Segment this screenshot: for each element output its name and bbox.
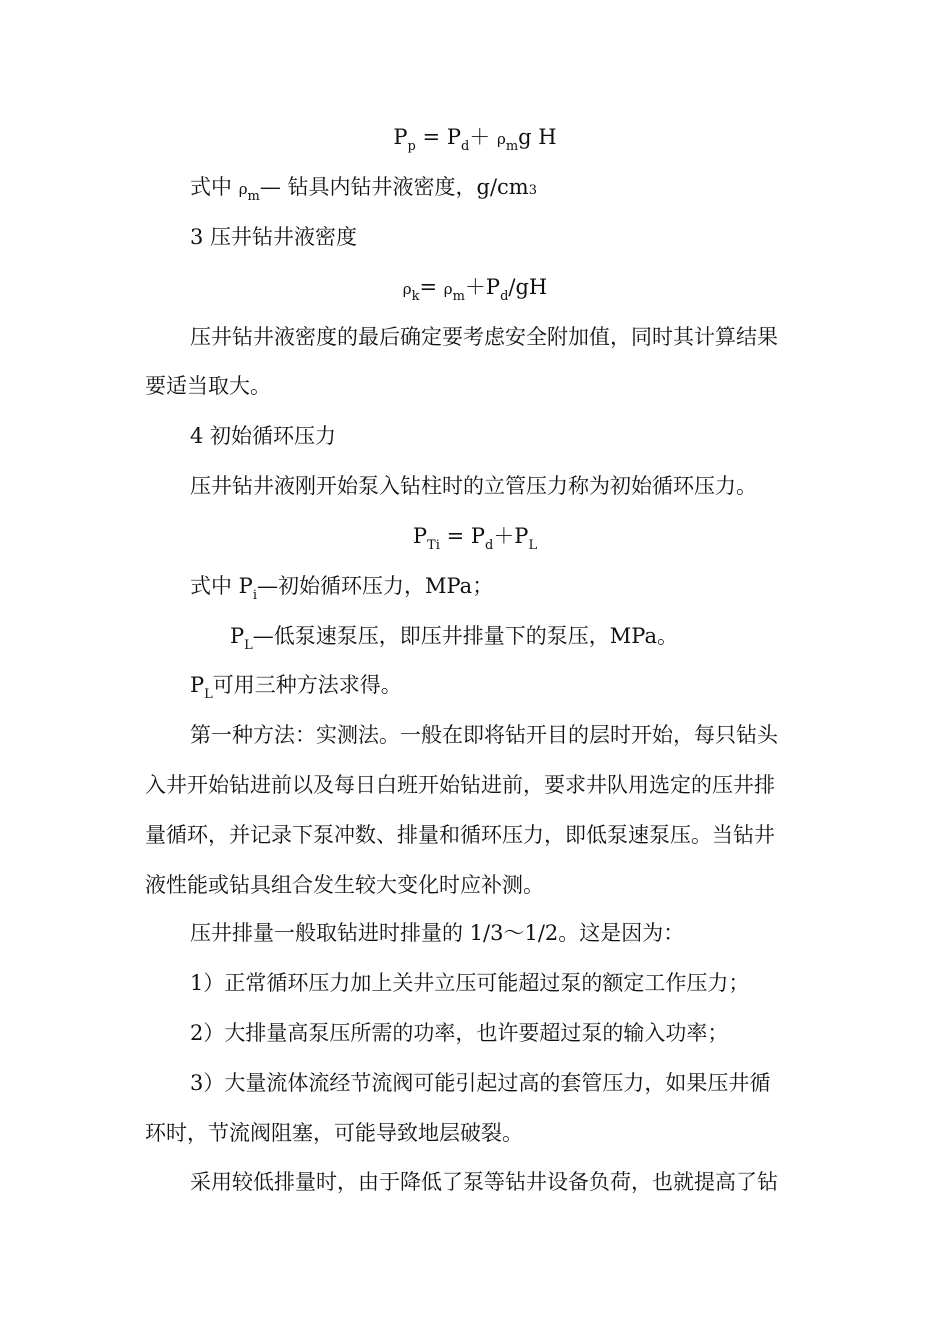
- paragraph-line: 液性能或钻具组合发生较大变化时应补测。: [145, 873, 544, 897]
- section-heading-4: 4 初始循环压力: [190, 424, 337, 448]
- paragraph-line: 压井钻井液密度的最后确定要考虑安全附加值，同时其计算结果: [190, 325, 778, 349]
- section-heading-3: 3 压井钻井液密度: [190, 225, 358, 249]
- list-item: 3）大量流体流经节流阀可能引起过高的套管压力，如果压井循: [190, 1071, 771, 1095]
- paragraph-line: 第一种方法：实测法。一般在即将钻开目的层时开始，每只钻头: [190, 723, 778, 747]
- definition-p-i: 式中 $P_i—$初始循环压力，MPa；: [190, 574, 494, 603]
- list-item-continuation: 环时，节流阀阻塞，可能导致地层破裂。: [145, 1121, 523, 1145]
- paragraph-line: 入井开始钻进前以及每日白班开始钻进前，要求井队用选定的压井排: [145, 773, 775, 797]
- paragraph-line: 量循环，并记录下泵冲数、排量和循环压力，即低泵速泵压。当钻井: [145, 823, 775, 847]
- definition-rho-m: 式中 $\rho_m—$ 钻具内钻井液密度，g/cm3: [190, 175, 537, 204]
- paragraph-line: 采用较低排量时，由于降低了泵等钻井设备负荷，也就提高了钻: [190, 1170, 778, 1194]
- list-item: 1）正常循环压力加上关井立压可能超过泵的额定工作压力；: [190, 971, 750, 995]
- paragraph-line: 压井排量一般取钻进时排量的 1/3～1/2。这是因为：: [190, 921, 685, 945]
- formula-initial-circulating-pressure: $P_{Ti} = P_d+P_L$: [412, 524, 538, 553]
- formula-kill-mud-density: $\rho_k= \rho_m+P_d/gH$: [402, 275, 548, 304]
- formula-pump-pressure: $P_p = P_d+ \rho_mg$ H: [393, 125, 557, 154]
- paragraph-line: 要适当取大。: [145, 374, 271, 398]
- p-l-methods-line: $P_L$可用三种方法求得。: [190, 673, 402, 702]
- paragraph-line: 压井钻井液刚开始泵入钻柱时的立管压力称为初始循环压力。: [190, 474, 757, 498]
- definition-p-l: $P_L—$低泵速泵压，即压井排量下的泵压，MPa。: [230, 624, 678, 653]
- list-item: 2）大排量高泵压所需的功率，也许要超过泵的输入功率；: [190, 1021, 729, 1045]
